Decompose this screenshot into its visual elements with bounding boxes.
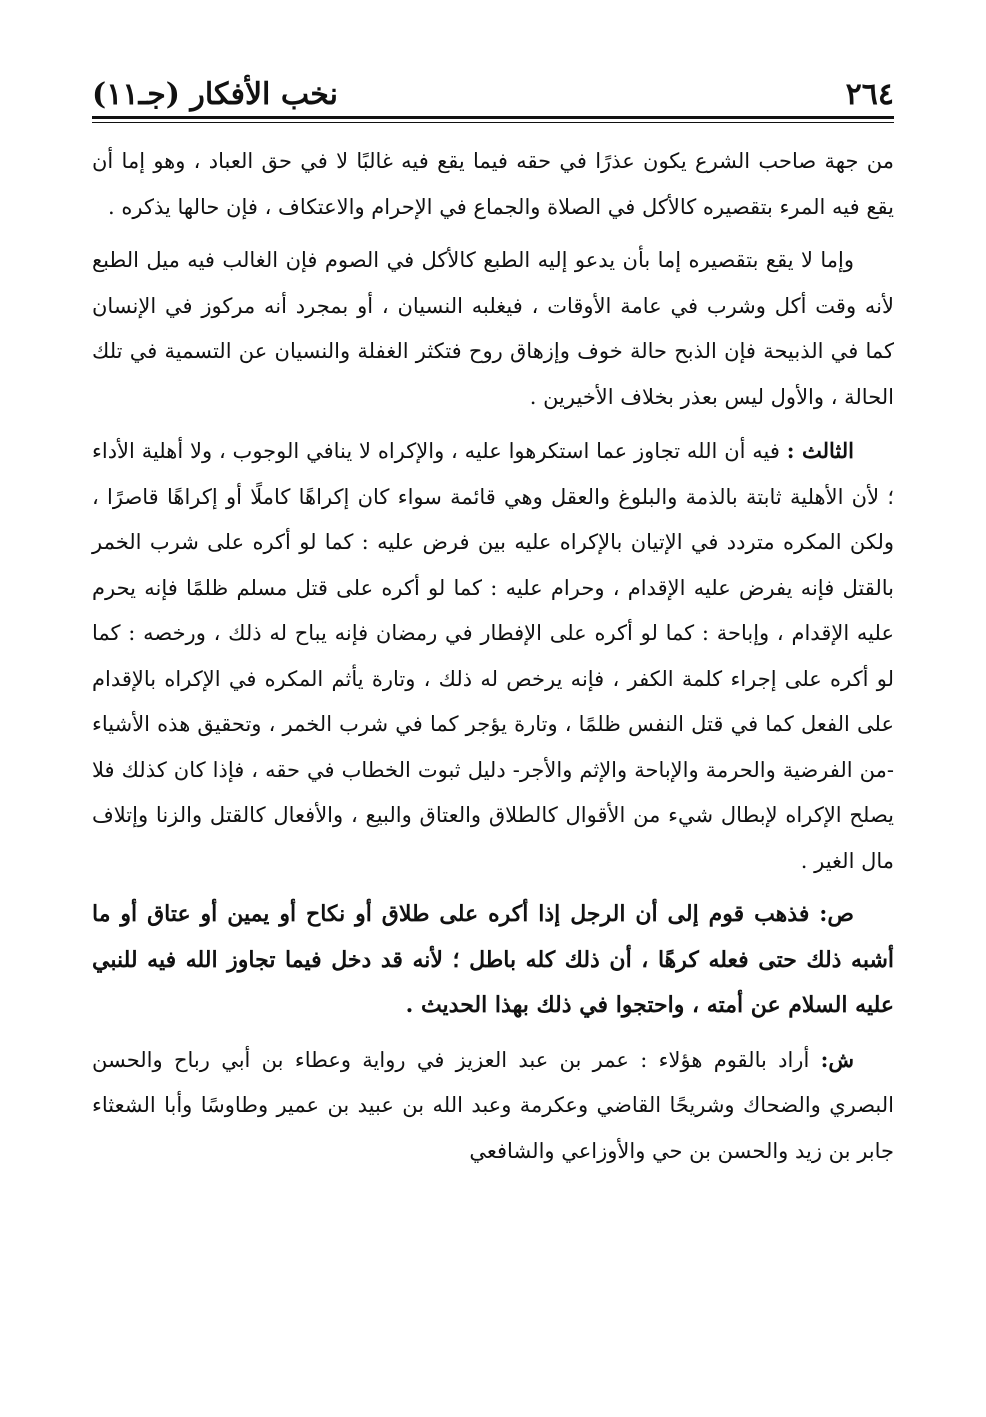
paragraph-1 [92,139,894,230]
paragraph-2-text: وإما لا يقع بتقصيره إما بأن يدعو إليه الطبع كالأكل في الصوم فإن الغالب فيه ميل الطبع لأنه وقت أكل وشرب في عامة الأوقات ، فيغلبه النسيان ، أو بمجرد أنه مركوز في الإنسان كما في الذبيحة فإن الذبح حالة خوف وإزهاق روح فتكثر الغفلة والنسيان عن التسمية في تلك الحالة ، والأول ليس بعذر بخلاف الأخيرين . [92,248,894,409]
paragraph-matn [92,892,894,1029]
sharh-text: أراد بالقوم هؤلاء : عمر بن عبد العزيز في رواية وعطاء بن أبي رباح والحسن البصري والضحاك وشريحًا القاضي وعكرمة وعبد الله بن عبيد بن عمير وطاوسًا وأبا الشعثاء جابر بن زيد والحسن بن حي والأوزاعي والشافعي [92,1047,894,1163]
paragraph-2 [92,238,894,420]
paragraph-third-lead: الثالث : [786,438,854,463]
paragraph-third-point [92,428,894,884]
page-content [92,139,894,1174]
matn-text: فذهب قوم إلى أن الرجل إذا أكره على طلاق أو نكاح أو يمين أو عتاق أو ما أشبه ذلك حتى فعله كرهًا ، أن ذلك كله باطل ؛ لأنه قد دخل فيما تجاوز الله فيه للنبي عليه السلام عن أمته ، واحتجوا في ذلك بهذا الحديث . [92,901,895,1018]
paragraph-1-text: من جهة صاحب الشرع يكون عذرًا في حقه فيما يقع فيه غالبًا لا في حق العباد ، وهو إما أن يقع فيه المرء بتقصيره كالأكل في الصلاة والجماع في الإحرام والاعتكاف ، فإن حالها يذكره . [92,149,894,219]
paragraph-third-text: فيه أن الله تجاوز عما استكرهوا عليه ، والإكراه لا ينافي الوجوب ، ولا أهلية الأداء ؛ لأن الأهلية ثابتة بالذمة والبلوغ والعقل وهي قائمة سواء كان إكراهًا كاملًا أو إكراهًا قاصرًا ، ولكن المكره متردد في الإتيان بالإكراه عليه بين فرض عليه : كما لو أكره على شرب الخمر بالقتل فإنه يفرض عليه الإقدام ، وحرام عليه : كما لو أكره على قتل مسلم ظلمًا فإنه يحرم عليه الإقدام ، وإباحة : كما لو أكره على الإفطار في رمضان فإنه يباح له ذلك ، ورخصه : كما لو أكره على إجراء كلمة الكفر ، فإنه يرخص له ذلك ، وتارة يأثم المكره في الإكراه بالإقدام على الفعل كما في قتل النفس ظلمًا ، وتارة يؤجر كما في شرب الخمر ، وتحقيق هذه الأشياء -من الفرضية والحرمة والإباحة والإثم والأجر- دليل ثبوت الخطاب في حقه ، فإذا كان كذلك فلا يصلح الإكراه لإبطال شيء من الأقوال كالطلاق والعتاق والبيع ، والأفعال كالقتل والزنا وإتلاف مال الغير . [92,439,894,873]
header-rule [92,116,894,123]
page-header [92,60,894,110]
paragraph-sharh [92,1037,894,1175]
matn-marker: ص: [819,901,854,927]
page-number: ٢٦٤ [845,77,894,112]
book-title: نخب الأفكار (جـ١١) [92,77,339,112]
sharh-marker: ش: [820,1046,854,1072]
